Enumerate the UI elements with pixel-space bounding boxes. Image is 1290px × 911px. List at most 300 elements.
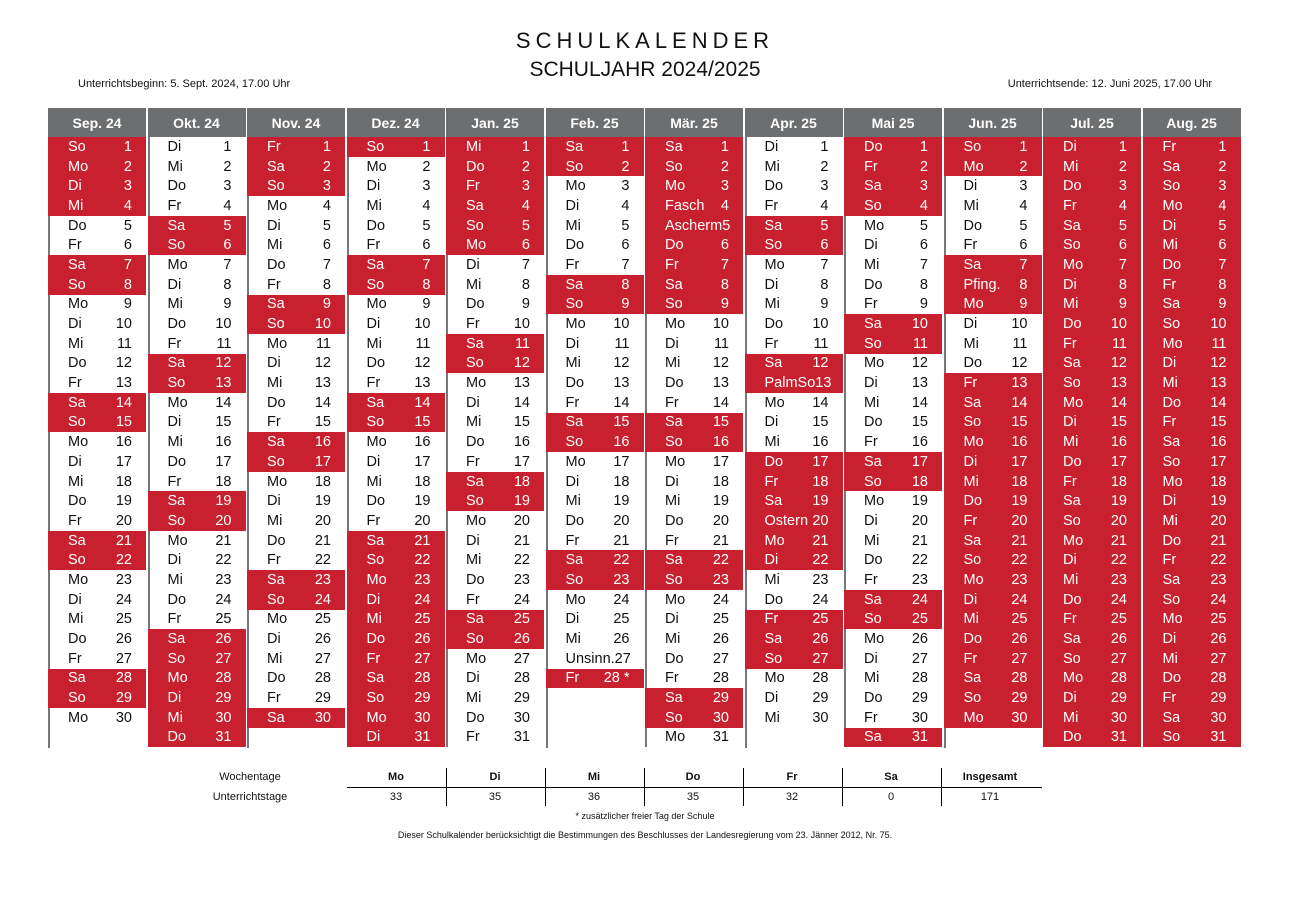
stats-value: 36 (587, 791, 601, 803)
day-number: 19 (215, 493, 232, 510)
day-cell-free (1143, 157, 1241, 177)
day-cell-free (148, 235, 246, 255)
day-cell-school (148, 610, 246, 630)
day-number: 13 (215, 375, 232, 392)
day-number: 21 (911, 532, 928, 549)
day-number: 29 (812, 690, 829, 707)
day-number: 25 (712, 611, 729, 628)
day-cell-school (247, 688, 345, 708)
day-number: 31 (911, 729, 928, 746)
stats-separator (743, 768, 744, 806)
day-cell-free (1143, 649, 1241, 669)
day-cell-free (148, 354, 246, 374)
day-number: 27 (614, 650, 631, 667)
day-cell-free (446, 334, 544, 354)
day-number: 16 (812, 434, 829, 451)
day-cell-school (745, 708, 843, 728)
weekday-label: So (466, 631, 484, 648)
day-number: 2 (1118, 158, 1127, 175)
day-number: 23 (215, 571, 232, 588)
day-number: 9 (223, 296, 232, 313)
weekday-label: So (1162, 453, 1181, 470)
day-cell-school (645, 728, 743, 748)
day-number: 17 (115, 453, 132, 470)
weekday-label: Fr (366, 512, 381, 529)
day-cell-free (546, 413, 644, 433)
weekday-label: Fr (68, 512, 82, 529)
day-number: 2 (820, 158, 829, 175)
day-cell-free (944, 511, 1042, 531)
weekday-label: Mo (466, 237, 487, 254)
day-number: 13 (712, 375, 729, 392)
weekday-label: Fr (1063, 335, 1077, 352)
weekday-label: Mi (167, 296, 183, 313)
day-number: 18 (812, 473, 829, 490)
weekday-label: Mo (366, 571, 387, 588)
day-cell-free (546, 669, 644, 689)
day-number: 2 (223, 158, 232, 175)
day-number: 13 (314, 375, 331, 392)
stats-value: 0 (887, 791, 895, 803)
weekday-label: Mi (167, 709, 183, 726)
weekday-label: Sa (864, 316, 882, 333)
weekday-label: Sa (864, 453, 882, 470)
day-number: 13 (911, 375, 928, 392)
day-cell-free (446, 216, 544, 236)
day-number: 29 (911, 690, 928, 707)
day-number: 6 (720, 237, 729, 254)
day-cell-free (247, 570, 345, 590)
weekday-label: Mo (267, 611, 288, 628)
day-cell-free (148, 708, 246, 728)
day-cell-school (247, 531, 345, 551)
weekday-label: Di (1162, 631, 1177, 648)
weekday-label: Di (764, 138, 779, 155)
weekday-label: So (565, 571, 584, 588)
weekday-label: Sa (963, 670, 982, 687)
weekday-label: Mo (68, 434, 89, 451)
day-number: 4 (322, 197, 331, 214)
weekday-label: Di (167, 690, 182, 707)
weekday-label: Sa (764, 493, 783, 510)
weekday-label: Mi (366, 197, 382, 214)
day-number: 14 (1011, 394, 1028, 411)
day-number: 27 (1210, 650, 1227, 667)
weekday-label: Fr (864, 158, 878, 175)
day-cell-school (745, 669, 843, 689)
weekday-label: Do (665, 375, 684, 392)
day-number: 16 (414, 434, 431, 451)
weekday-label: Di (864, 375, 878, 392)
weekday-label: Fr (565, 394, 580, 411)
weekday-label: Mo (1063, 256, 1084, 273)
day-number: 23 (911, 571, 928, 588)
stats-value: 171 (980, 791, 1000, 803)
day-number: 3 (720, 178, 729, 195)
day-cell-school (546, 255, 644, 275)
day-number: 4 (1118, 197, 1127, 214)
day-cell-school (645, 334, 743, 354)
weekday-label: Mi (1063, 296, 1079, 313)
day-cell-school (247, 235, 345, 255)
weekday-label: Do (1063, 729, 1082, 746)
day-cell-school (944, 196, 1042, 216)
day-number: 2 (322, 158, 331, 175)
day-cell-free (745, 649, 843, 669)
day-cell-school (446, 669, 544, 689)
weekday-label: So (466, 217, 484, 234)
day-number: 8 (720, 276, 729, 293)
day-cell-free (48, 393, 146, 413)
weekday-label: Mo (764, 256, 785, 273)
day-number: 15 (513, 414, 530, 431)
day-cell-school (844, 235, 942, 255)
day-cell-free (446, 235, 544, 255)
day-number: 11 (514, 335, 530, 352)
month-column (148, 108, 246, 748)
day-number: 2 (621, 158, 630, 175)
day-cell-free (1043, 413, 1141, 433)
weekday-label: Mo (665, 178, 686, 195)
day-cell-free (1143, 354, 1241, 374)
weekday-label: Do (466, 571, 485, 588)
day-cell-school (844, 570, 942, 590)
day-cell-free (844, 728, 942, 748)
day-number: 27 (911, 650, 928, 667)
day-cell-free (1143, 413, 1241, 433)
day-cell-free (148, 629, 246, 649)
day-cell-free (1143, 196, 1241, 216)
day-number: 17 (513, 453, 530, 470)
weekday-label: Sa (466, 197, 484, 214)
day-cell-free (1143, 255, 1241, 275)
weekday-label: Fr (167, 611, 182, 628)
day-cell-school (446, 511, 544, 531)
day-cell-free (844, 590, 942, 610)
day-cell-free (1043, 550, 1141, 570)
month-header: Jan. 25 (446, 108, 544, 137)
weekday-label: Mi (68, 335, 84, 352)
day-cell-free (645, 176, 743, 196)
day-cell-free (1043, 295, 1141, 315)
weekday-label: Sa (963, 532, 982, 549)
day-cell-free (446, 610, 544, 630)
day-cell-school (645, 393, 743, 413)
day-number: 16 (1210, 434, 1227, 451)
day-cell-free (546, 295, 644, 315)
day-number: 24 (1011, 591, 1028, 608)
day-number: 22 (314, 552, 331, 569)
day-number: 15 (115, 414, 132, 431)
day-cell-free (1143, 728, 1241, 748)
day-cell-free (347, 393, 445, 413)
weekday-label: Sa (68, 256, 86, 273)
day-cell-school (745, 157, 843, 177)
day-cell-free (745, 452, 843, 472)
day-cell-school (347, 373, 445, 393)
day-number: 3 (1118, 178, 1127, 195)
weekday-label: So (565, 158, 584, 175)
day-cell-school (446, 708, 544, 728)
day-number: 20 (215, 512, 232, 529)
weekday-label: Do (565, 237, 585, 254)
weekday-label: Do (864, 138, 883, 155)
day-number: 10 (911, 316, 928, 333)
empty-cell (48, 728, 146, 748)
weekday-label: So (366, 552, 385, 569)
day-cell-school (48, 649, 146, 669)
day-cell-school (48, 610, 146, 630)
day-cell-free (944, 393, 1042, 413)
day-cell-free (347, 669, 445, 689)
day-cell-school (745, 137, 843, 157)
weekday-label: Mo (665, 316, 686, 333)
day-cell-school (546, 610, 644, 630)
day-number: 9 (1118, 296, 1127, 313)
month-header: Aug. 25 (1143, 108, 1241, 137)
day-number: 1 (322, 138, 331, 155)
day-cell-school (745, 688, 843, 708)
day-number: 16 (911, 434, 928, 451)
weekday-label: Do (1063, 178, 1082, 195)
day-cell-school (944, 176, 1042, 196)
day-number: 13 (513, 375, 530, 392)
weekday-label: Fr (665, 670, 679, 687)
weekday-label: Mi (167, 158, 183, 175)
day-cell-free (1143, 610, 1241, 630)
day-cell-free (745, 531, 843, 551)
weekday-label: Sa (167, 631, 186, 648)
day-number: 22 (1011, 552, 1028, 569)
day-cell-school (546, 629, 644, 649)
day-number: 5 (521, 217, 530, 234)
weekday-label: Mo (864, 217, 885, 234)
day-cell-free (247, 452, 345, 472)
day-cell-free (944, 570, 1042, 590)
day-number: 8 (1019, 276, 1028, 293)
month-column (844, 108, 942, 748)
day-number: 6 (223, 237, 232, 254)
day-cell-school (745, 314, 843, 334)
weekday-label: Di (1063, 552, 1077, 569)
day-cell-free (1143, 452, 1241, 472)
day-cell-school (944, 216, 1042, 236)
day-number: 23 (115, 571, 132, 588)
day-cell-school (247, 472, 345, 492)
month-column (745, 108, 843, 748)
weekday-label: Mi (963, 611, 979, 628)
day-number: 17 (911, 453, 928, 470)
weekday-label: So (366, 138, 385, 155)
weekday-label: Di (267, 355, 281, 372)
day-number: 11 (1012, 335, 1028, 352)
weekday-label: Fr (665, 532, 679, 549)
weekday-label: Di (68, 453, 82, 470)
day-cell-school (546, 452, 644, 472)
weekday-label: Fr (1063, 611, 1077, 628)
day-cell-free (844, 452, 942, 472)
weekday-label: Do (267, 670, 286, 687)
day-cell-school (844, 413, 942, 433)
calendar-grid (48, 108, 1241, 748)
stats-header: Do (685, 771, 701, 783)
weekday-label: Di (1162, 355, 1177, 372)
day-number: 30 (215, 709, 232, 726)
day-cell-school (546, 491, 644, 511)
weekday-label: Mi (1162, 237, 1178, 254)
day-number: 8 (820, 276, 829, 293)
day-cell-school (247, 354, 345, 374)
day-cell-free (844, 334, 942, 354)
weekday-label: Do (1063, 316, 1082, 333)
weekday-label: Do (1162, 532, 1182, 549)
weekday-label: Di (1063, 276, 1077, 293)
day-cell-school (48, 511, 146, 531)
day-cell-free (1043, 570, 1141, 590)
weekday-label: Do (1162, 394, 1182, 411)
day-number: 28 (314, 670, 331, 687)
day-cell-school (247, 511, 345, 531)
day-cell-school (546, 334, 644, 354)
stats-separator (842, 768, 843, 806)
weekday-label: Do (764, 453, 784, 470)
day-cell-school (148, 452, 246, 472)
day-number: 24 (314, 591, 331, 608)
day-cell-school (446, 295, 544, 315)
day-number: 28 (414, 670, 431, 687)
day-cell-school (148, 334, 246, 354)
day-cell-school (247, 334, 345, 354)
day-cell-school (148, 570, 246, 590)
day-number: 22 (911, 552, 928, 569)
day-number: 19 (1110, 493, 1127, 510)
day-number: 3 (1218, 178, 1227, 195)
day-cell-school (148, 255, 246, 275)
weekday-label: Mi (963, 335, 979, 352)
weekday-label: Di (68, 178, 82, 195)
day-number: 21 (215, 532, 232, 549)
day-cell-school (645, 452, 743, 472)
day-cell-free (745, 354, 843, 374)
day-number: 10 (1011, 316, 1028, 333)
day-number: 24 (712, 591, 729, 608)
day-cell-free (48, 531, 146, 551)
weekday-label: Di (68, 316, 82, 333)
day-number: 22 (613, 552, 630, 569)
day-number: 17 (712, 453, 729, 470)
day-number: 31 (215, 729, 232, 746)
day-cell-school (247, 393, 345, 413)
weekday-label: Sa (764, 355, 783, 372)
day-number: 13 (414, 375, 431, 392)
day-cell-school (844, 373, 942, 393)
weekday-label: Mi (466, 414, 482, 431)
day-cell-free (247, 432, 345, 452)
day-cell-free (247, 176, 345, 196)
weekday-label: Di (1063, 414, 1077, 431)
day-number: 6 (422, 237, 431, 254)
weekday-label: Do (864, 414, 883, 431)
day-number: 8 (322, 276, 331, 293)
month-header: Nov. 24 (247, 108, 345, 137)
weekday-row-label: Wochentage (219, 771, 281, 783)
day-cell-free (148, 216, 246, 236)
day-number: 21 (1110, 532, 1127, 549)
day-cell-school (645, 491, 743, 511)
day-cell-school (844, 216, 942, 236)
day-cell-free (347, 688, 445, 708)
day-number: 21 (1210, 532, 1227, 549)
day-cell-school (247, 196, 345, 216)
day-cell-school (745, 413, 843, 433)
day-number: 13 (115, 375, 132, 392)
day-number: 27 (1110, 650, 1127, 667)
day-cell-free (1143, 708, 1241, 728)
day-number: 29 (314, 690, 331, 707)
stats-value: 33 (389, 791, 403, 803)
day-number: 9 (919, 296, 928, 313)
footnote: * zusätzlicher freier Tag der Schule (575, 811, 715, 821)
day-number: 15 (1011, 414, 1028, 431)
weekday-label: Sa (864, 729, 882, 746)
day-cell-school (745, 393, 843, 413)
weekday-label: Do (366, 631, 386, 648)
day-cell-free (148, 728, 246, 748)
day-number: 27 (812, 650, 829, 667)
day-number: 20 (712, 512, 729, 529)
weekday-label: So (1063, 237, 1081, 254)
day-number: 22 (115, 552, 132, 569)
day-number: 24 (911, 591, 928, 608)
day-number: 8 (1218, 276, 1227, 293)
day-number: 3 (322, 178, 331, 195)
day-cell-free (645, 216, 743, 236)
weekday-label: So (1063, 375, 1081, 392)
day-cell-school (745, 590, 843, 610)
weekday-label: Mi (167, 571, 183, 588)
day-number: 23 (613, 571, 630, 588)
day-cell-free (1143, 669, 1241, 689)
weekday-label: Sa (1063, 217, 1081, 234)
weekday-label: Di (864, 512, 878, 529)
weekday-label: Mo (366, 434, 387, 451)
day-cell-school (247, 649, 345, 669)
day-cell-free (446, 137, 544, 157)
day-cell-free (1043, 176, 1141, 196)
weekday-label: Mi (764, 709, 780, 726)
weekday-label: Di (366, 316, 381, 333)
day-cell-school (347, 157, 445, 177)
day-number: 17 (1110, 453, 1127, 470)
weekday-label: So (68, 276, 86, 293)
day-cell-free (944, 491, 1042, 511)
day-cell-free (944, 137, 1042, 157)
day-number: 18 (613, 473, 630, 490)
day-cell-free (944, 669, 1042, 689)
day-number: 3 (820, 178, 829, 195)
day-cell-school (446, 590, 544, 610)
weekday-label: Mi (366, 611, 382, 628)
weekday-label: So (963, 690, 982, 707)
day-cell-school (645, 669, 743, 689)
day-cell-free (446, 157, 544, 177)
day-number: 4 (820, 197, 829, 214)
day-cell-school (48, 491, 146, 511)
day-cell-free (844, 472, 942, 492)
day-cell-school (546, 216, 644, 236)
day-cell-free (645, 432, 743, 452)
weekday-label: So (466, 493, 484, 510)
